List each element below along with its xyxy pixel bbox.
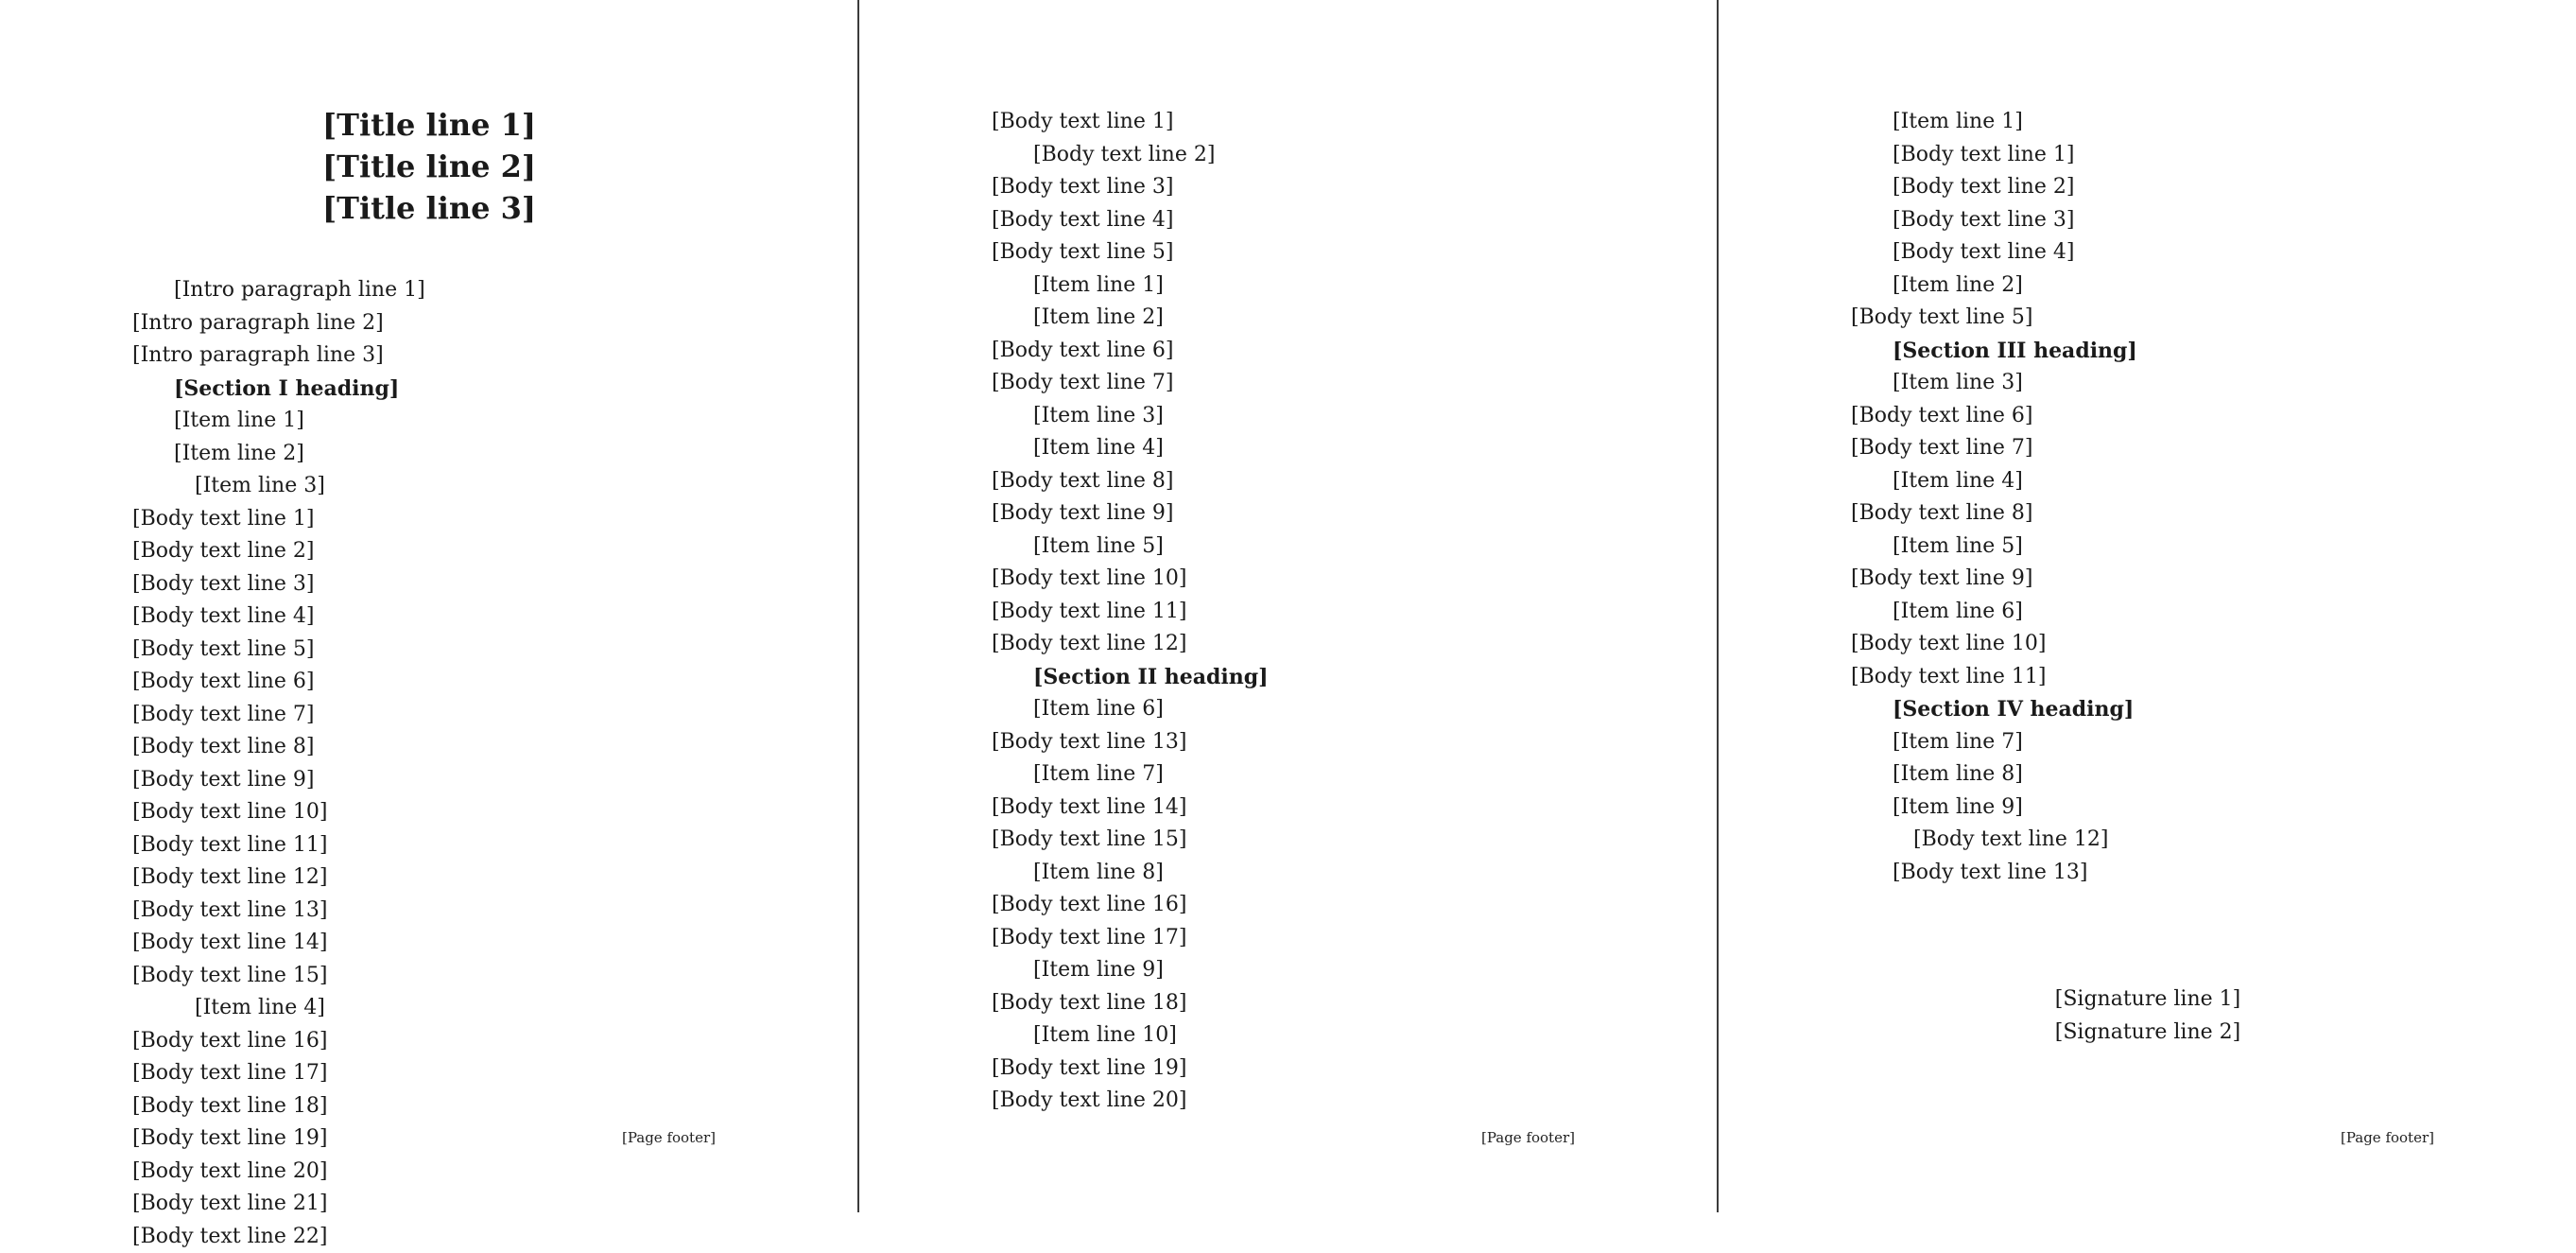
- page-3: [1719, 0, 2576, 1212]
- text-line: [Body text line 17]: [132, 1057, 726, 1090]
- text-line: [Body text line 6]: [992, 335, 1585, 368]
- text-line: [Body text line 4]: [992, 204, 1585, 237]
- text-line: [Body text line 12]: [132, 861, 726, 895]
- text-line: [Body text line 2]: [992, 139, 1585, 172]
- text-line: [Item line 4]: [992, 432, 1585, 465]
- page-title: [132, 104, 726, 229]
- text-line: [Body text line 8]: [132, 731, 726, 764]
- text-line: [Body text line 20]: [992, 1085, 1585, 1118]
- text-line: [Body text line 13]: [132, 895, 726, 928]
- text-line: [Item line 5]: [992, 531, 1585, 564]
- text-line: [Body text line 1]: [132, 503, 726, 536]
- page-footer: [Page footer]: [2341, 1129, 2434, 1146]
- text-line: [Item line 2]: [992, 302, 1585, 335]
- text-line: [Body text line 11]: [132, 829, 726, 862]
- text-line: [Body text line 12]: [992, 628, 1585, 661]
- text-line: [Body text line 9]: [992, 497, 1585, 531]
- text-line: [Body text line 10]: [1851, 628, 2445, 661]
- page-content: [1851, 106, 2445, 1049]
- signature-line: [Signature line 2]: [1851, 1017, 2445, 1050]
- text-line: [Item line 7]: [992, 758, 1585, 792]
- text-line: [Item line 1]: [1851, 106, 2445, 139]
- signature-block: [1851, 983, 2445, 1049]
- text-line: [Body text line 11]: [992, 596, 1585, 629]
- text-line: [Body text line 3]: [1851, 204, 2445, 237]
- text-line: [Item line 9]: [1851, 792, 2445, 825]
- text-line: [Section IV heading]: [1851, 693, 2445, 726]
- text-line: [Item line 3]: [132, 470, 726, 503]
- text-line: [Item line 5]: [1851, 531, 2445, 564]
- text-line: [Item line 4]: [132, 992, 726, 1025]
- title-line: [Title line 2]: [132, 146, 726, 187]
- text-line: [Body text line 13]: [992, 726, 1585, 759]
- text-line: [Item line 3]: [1851, 367, 2445, 400]
- page-footer: [Page footer]: [622, 1129, 716, 1146]
- text-line: [Item line 4]: [1851, 465, 2445, 498]
- text-line: [Item line 7]: [1851, 726, 2445, 759]
- text-line: [Body text line 2]: [1851, 171, 2445, 204]
- text-line: [Body text line 18]: [132, 1090, 726, 1123]
- text-line: [Body text line 9]: [1851, 563, 2445, 596]
- text-line: [Body text line 15]: [132, 960, 726, 993]
- text-line: [Body text line 8]: [1851, 497, 2445, 531]
- text-line: [Body text line 5]: [132, 634, 726, 667]
- text-line: [Item line 1]: [132, 405, 726, 438]
- page-content: [992, 106, 1585, 1118]
- text-line: [Body text line 6]: [132, 666, 726, 699]
- text-line: [Body text line 3]: [132, 568, 726, 601]
- text-line: [Item line 10]: [992, 1019, 1585, 1053]
- page-content: [132, 104, 726, 1253]
- text-line: [Item line 2]: [132, 438, 726, 471]
- text-line: [Body text line 5]: [992, 236, 1585, 270]
- text-line: [Section I heading]: [132, 373, 726, 406]
- text-line: [Intro paragraph line 2]: [132, 307, 726, 340]
- text-line: [Item line 9]: [992, 954, 1585, 987]
- page-2: [859, 0, 1717, 1212]
- text-line: [Intro paragraph line 1]: [132, 274, 726, 307]
- text-line: [Body text line 19]: [992, 1053, 1585, 1086]
- text-line: [Item line 8]: [1851, 758, 2445, 792]
- title-line: [Title line 3]: [132, 187, 726, 229]
- text-line: [Intro paragraph line 3]: [132, 339, 726, 373]
- text-line: [Body text line 18]: [992, 987, 1585, 1020]
- text-line: [Body text line 2]: [132, 535, 726, 568]
- text-line: [Body text line 6]: [1851, 400, 2445, 433]
- text-line: [Body text line 10]: [132, 796, 726, 829]
- text-line: [Body text line 12]: [1851, 824, 2445, 857]
- text-line: [Body text line 13]: [1851, 857, 2445, 890]
- text-line: [Body text line 21]: [132, 1188, 726, 1221]
- text-line: [Body text line 14]: [992, 792, 1585, 825]
- text-line: [Body text line 15]: [992, 824, 1585, 857]
- text-line: [Body text line 5]: [1851, 302, 2445, 335]
- text-line: [Item line 8]: [992, 857, 1585, 890]
- text-line: [Body text line 4]: [132, 600, 726, 634]
- text-line: [Item line 2]: [1851, 270, 2445, 303]
- text-line: [Body text line 22]: [132, 1221, 726, 1253]
- text-line: [Body text line 10]: [992, 563, 1585, 596]
- text-line: [Body text line 17]: [992, 922, 1585, 955]
- text-line: [Body text line 11]: [1851, 661, 2445, 694]
- text-line: [Body text line 3]: [992, 171, 1585, 204]
- page-1: [0, 0, 857, 1212]
- text-line: [Body text line 16]: [132, 1025, 726, 1058]
- text-line: [Body text line 19]: [132, 1122, 726, 1156]
- text-line: [Body text line 1]: [992, 106, 1585, 139]
- text-line: [Section III heading]: [1851, 335, 2445, 368]
- text-line: [Item line 6]: [1851, 596, 2445, 629]
- text-line: [Body text line 20]: [132, 1156, 726, 1189]
- text-line: [Body text line 4]: [1851, 236, 2445, 270]
- text-line: [Item line 6]: [992, 693, 1585, 726]
- text-line: [Body text line 16]: [992, 889, 1585, 922]
- text-line: [Body text line 7]: [132, 699, 726, 732]
- text-line: [Section II heading]: [992, 661, 1585, 694]
- title-line: [Title line 1]: [132, 104, 726, 146]
- text-line: [Body text line 1]: [1851, 139, 2445, 172]
- text-line: [Body text line 7]: [992, 367, 1585, 400]
- page-footer: [Page footer]: [1481, 1129, 1575, 1146]
- text-line: [Body text line 8]: [992, 465, 1585, 498]
- text-line: [Body text line 14]: [132, 927, 726, 960]
- text-line: [Item line 1]: [992, 270, 1585, 303]
- text-line: [Body text line 7]: [1851, 432, 2445, 465]
- signature-line: [Signature line 1]: [1851, 983, 2445, 1017]
- text-line: [Item line 3]: [992, 400, 1585, 433]
- text-line: [Body text line 9]: [132, 764, 726, 797]
